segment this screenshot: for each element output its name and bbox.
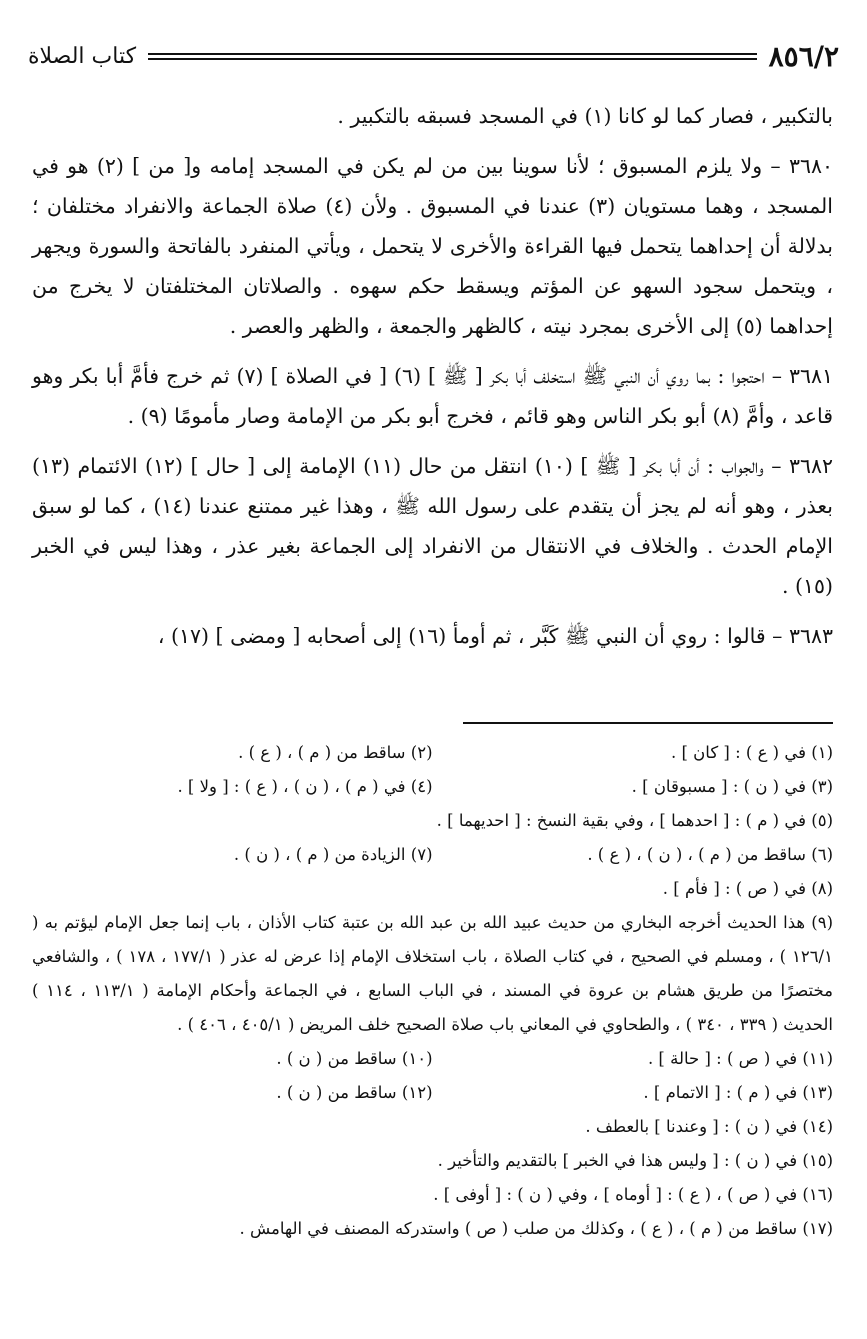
footnote: (٨) في ( ص ) : [ فأم ] .: [662, 879, 833, 898]
running-title: كتاب الصلاة: [28, 43, 137, 69]
footnote: (٣) في ( ن ) : [ مسبوقان ] .: [631, 777, 833, 796]
paragraph: ٣٦٨٣ – قالوا : روي أن النبي ﷺ كَبَّر ، ثم أومأ (١٦) إلى أصحابه [ ومضى ] (١٧) ،: [157, 624, 833, 648]
footnote: (٢) ساقط من ( م ) ، ( ع ) .: [238, 743, 433, 762]
page-header: [28, 36, 839, 76]
footnote: (١٤) في ( ن ) : [ وعندنا ] بالعطف .: [585, 1117, 833, 1136]
footnote: (٥) في ( م ) : [ احدهما ] ، وفي بقية النسخ : [ احديهما ] .: [436, 811, 833, 830]
footnote: (١١) في ( ص ) : [ حالة ] .: [647, 1049, 833, 1068]
paragraph: ٣٦٨٢ – والجواب : أن أبا بكر [ ﷺ ] (١٠) انتقل من حال (١١) الإمامة إلى [ حال ] (١٢) الائتمام (١٣) بعذر ، وهو أنه لم يجز أن يتقدم على رسول الله ﷺ ، وهذا غير ممتنع عندنا (١٤) ، كما لو سبق الإمام الحدث . والخلاف في الانتقال من الانفراد إلى الجماعة بغير عذر ، وهذا ليس في الخبر (١٥) .: [32, 454, 833, 598]
footnote: (٤) في ( م ) ، ( ن ) ، ( ع ) : [ ولا ] .: [177, 777, 433, 796]
footnote-separator: [463, 722, 833, 724]
footnote: (١٧) ساقط من ( م ) ، ( ع ) ، وكذلك من صلب ( ص ) واستدركه المصنف في الهامش .: [239, 1219, 833, 1238]
footnote: (١٠) ساقط من ( ن ) .: [276, 1049, 433, 1068]
footnote: (١٣) في ( م ) : [ الاتمام ] .: [643, 1083, 833, 1102]
footnote: (١) في ( ع ) : [ كان ] .: [671, 743, 833, 762]
paragraph: ٣٦٨٠ – ولا يلزم المسبوق ؛ لأنا سوينا بين من لم يكن في المسجد إمامه و[ من ] (٢) هو في المسجد ، وهما مستويان (٣) عندنا في المسبوق . ولأن (٤) صلاة الجماعة والانفراد مختلفان ؛ بدلالة أن إحداهما يتحمل فيها القراءة والأخرى لا يتحمل ، ويأتي المنفرد بالفاتحة والسورة ويجهر ، ويتحمل سجود السهو عن المؤتم ويسقط حكم سهوه . والصلاتان المختلفتان لا يخرج من إحداهما (٥) إلى الأخرى بمجرد نيته ، كالظهر والجمعة ، والظهر والعصر .: [32, 154, 833, 338]
main-text: [32, 96, 833, 666]
footnote: (١٦) في ( ص ) ، ( ع ) : [ أوماه ] ، وفي ( ن ) : [ أوفى ] .: [433, 1185, 833, 1204]
footnote: (٧) الزيادة من ( م ) ، ( ن ) .: [233, 845, 433, 864]
paragraph: بالتكبير ، فصار كما لو كانا (١) في المسجد فسبقه بالتكبير .: [337, 104, 833, 128]
footnote: (١٢) ساقط من ( ن ) .: [276, 1083, 433, 1102]
footnote: (٩) هذا الحديث أخرجه البخاري من حديث عبيد الله بن عبد الله بن عتبة كتاب الأذان ، باب إنما جعل الإمام ليؤتم به ( ١٢٦/١ ) ، ومسلم في الصحيح ، في كتاب الصلاة ، باب استخلاف الإمام إذا عرض له عذر ( ١٧٧/١ ، ١٧٨ ) ، والشافعي مختصرًا من طريق هشام بن عروة في المسند ، في الباب السابع ، في الجماعة وأحكام الإمامة ( ١١٣/١ ، ١١٤ ) الحديث ( ٣٣٩ ، ٣٤٠ ) ، والطحاوي في المعاني باب صلاة الصحيح خلف المريض ( ٤٠٥/١ ، ٤٠٦ ) .: [32, 913, 833, 1034]
paragraph: ٣٦٨١ – احتجوا : بما روي أن النبي ﷺ استخلف أبا بكر [ ﷺ ] (٦) [ في الصلاة ] (٧) ثم خرج فأمَّ أبا بكر وهو قاعد ، وأمَّ (٨) أبو بكر الناس وهو قائم ، فخرج أبو بكر من الإمامة وصار مأمومًا (٩) .: [32, 364, 833, 428]
footnotes: [32, 736, 833, 1246]
header-rule: [148, 53, 757, 60]
page-number: ٨٥٦/٢: [768, 39, 839, 73]
footnote: (٦) ساقط من ( م ) ، ( ن ) ، ( ع ) .: [587, 845, 833, 864]
footnote: (١٥) في ( ن ) : [ وليس هذا في الخبر ] بالتقديم والتأخير .: [437, 1151, 833, 1170]
